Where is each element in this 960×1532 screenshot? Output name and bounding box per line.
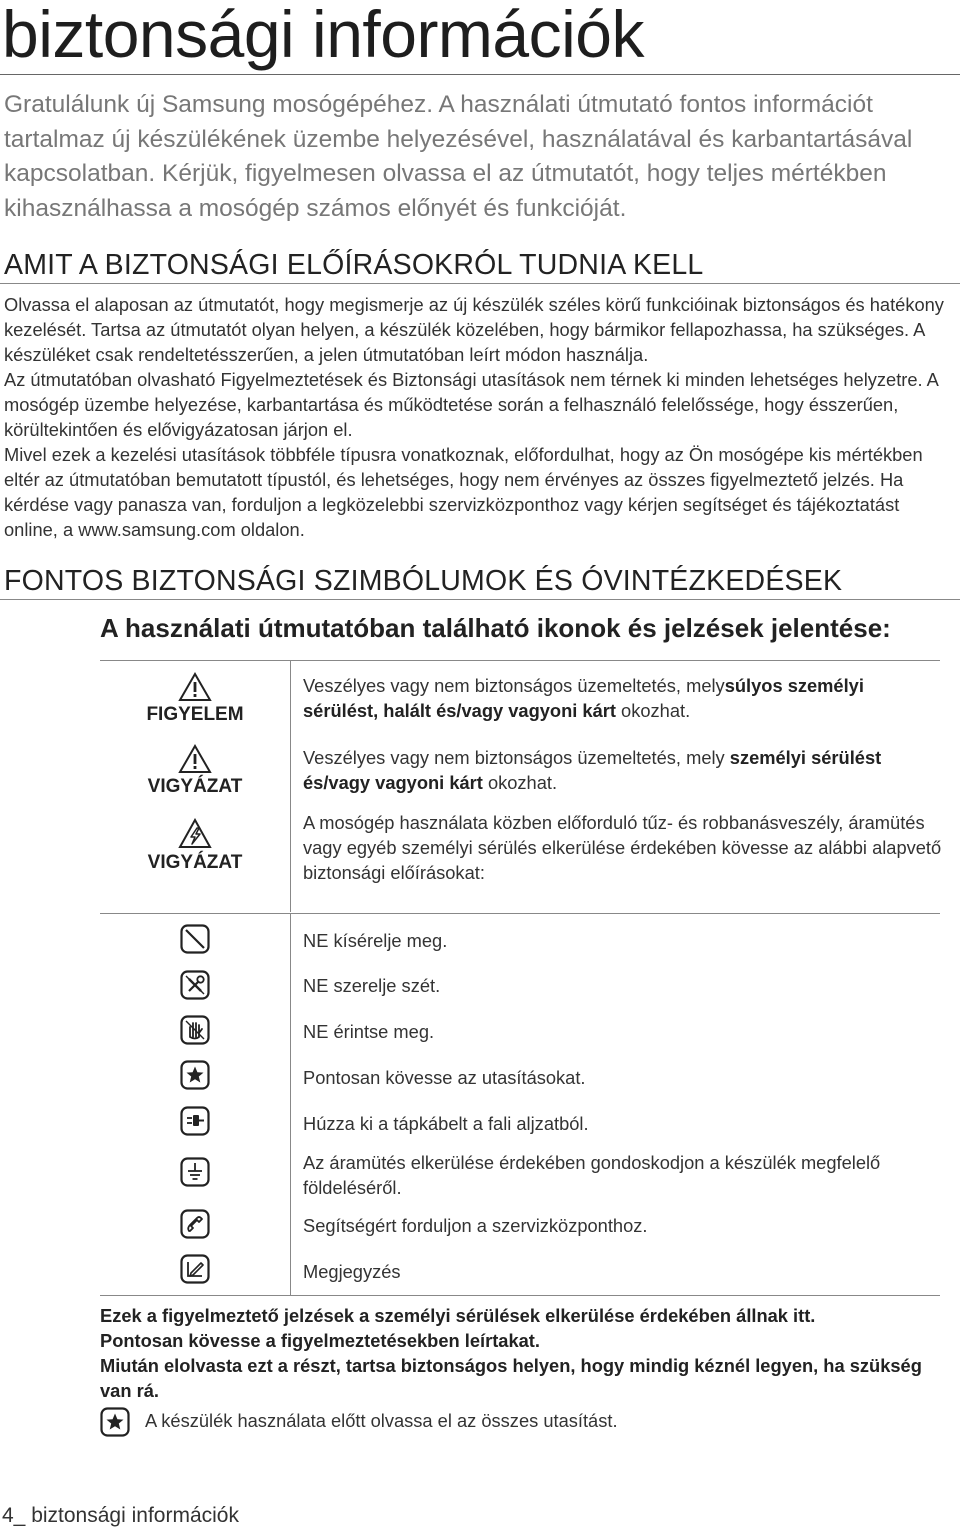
follow-instructions-icon [180, 1060, 210, 1090]
electric-hazard-triangle-icon [178, 818, 212, 850]
section-heading-safety-info: AMIT A BIZTONSÁGI ELŐÍRÁSOKRÓL TUDNIA KELL [4, 249, 704, 281]
section-divider [0, 599, 960, 600]
symbol-description: Megjegyzés [303, 1261, 401, 1282]
warning-triangle-icon [178, 672, 212, 702]
page-title: biztonsági információk [2, 0, 644, 71]
table-column-divider [290, 660, 291, 912]
symbol-description: Segítségért forduljon a szervizközponthoz. [303, 1215, 648, 1236]
footer-section-name: biztonsági információk [31, 1504, 239, 1527]
note-line: Pontosan kövesse a figyelmeztetésekben leírtakat. [100, 1330, 540, 1351]
warning-label: FIGYELEM [146, 704, 244, 725]
safety-info-body [4, 292, 954, 542]
read-all-instructions: A készülék használata előtt olvassa el az összes utasítást. [145, 1410, 618, 1431]
unplug-icon [180, 1106, 210, 1136]
symbol-description: Pontosan kövesse az utasításokat. [303, 1067, 586, 1088]
warning-text-bold: súlyos személyi sérülést, halált és/vagy vagyoni kárt [303, 675, 864, 721]
section-heading-symbols: FONTOS BIZTONSÁGI SZIMBÓLUMOK ÉS ÓVINTÉZKEDÉSEK [4, 565, 843, 597]
caution-icon-cell [100, 744, 290, 798]
electric-caution-label: VIGYÁZAT [147, 852, 243, 873]
note-line: Ezek a figyelmeztető jelzések a személyi sérülések elkerülése érdekében állnak itt. [100, 1305, 816, 1326]
service-call-icon [180, 1209, 210, 1239]
caution-text-bold: személyi sérülést és/vagy vagyoni kárt [303, 747, 882, 793]
safety-paragraph: Az útmutatóban olvasható Figyelmeztetések és Biztonsági utasítások nem térnek ki minden lehetséges helyzetre. A mosógép üzembe helyezése, karbantartása és működtetése során a felhasználó felelőssége, hogy ésszerűen, körültekintően és elővigyázatosan járjon el. [4, 369, 938, 440]
safety-paragraph: Olvassa el alaposan az útmutatót, hogy megismerje az új készülék széles körű funkcióinak biztonságos és hatékony kezelését. Tartsa az útmutatót olyan helyen, a készülék közelében, hogy bármikor fellapozhassa, ha szükséges. A készüléket csak rendeltetésszerűen, a jelen útmutatóban leírt módon használja. [4, 294, 944, 365]
intro-paragraph: Gratulálunk új Samsung mosógépéhez. A használati útmutató fontos információt tartalmaz új készülékének üzembe helyezésével, használatával és karbantartásával kapcsolatban. Kérjük, figyelmesen olvassa el az útmutatót, hogy teljes mértékben kihasználhassa a mosógép számos előnyét és funkcióját. [4, 91, 913, 222]
ground-icon [180, 1157, 210, 1187]
warning-icon-cell [100, 672, 290, 726]
caution-label: VIGYÁZAT [147, 776, 243, 797]
do-not-disassemble-icon [180, 970, 210, 1000]
follow-instructions-icon [100, 1407, 130, 1437]
do-not-touch-icon [180, 1015, 210, 1045]
safety-paragraph: Mivel ezek a kezelési utasítások többféle típusra vonatkoznak, előfordulhat, hogy az Ön mosógépe kis mértékben eltér az útmutatóban bemutatott típustól, és lehetséges, hogy nem érvényes az összes figyelmeztető jelzés. Ha kérdése vagy panasza van, forduljon a legközelebbi szervizközponthoz vagy kérjen segítséget és tájékoztatást online, a www.samsung.com oldalon. [4, 444, 923, 540]
symbols-subheading: A használati útmutatóban található ikonok és jelzések jelentése: [100, 613, 891, 643]
symbol-description: NE érintse meg. [303, 1021, 435, 1042]
do-not-attempt-icon [180, 924, 210, 954]
symbols-notes [100, 1303, 950, 1403]
warning-description [303, 673, 943, 723]
note-icon [180, 1254, 210, 1284]
note-line: Miután elolvasta ezt a részt, tartsa biztonságos helyen, hogy mindig kéznél legyen, ha szükség van rá. [100, 1355, 922, 1401]
symbol-description: Az áramütés elkerülése érdekében gondoskodjon a készülék megfelelő földeléséről. [303, 1152, 881, 1198]
caution-description [303, 745, 943, 795]
page-number: 4_ [2, 1504, 26, 1527]
electric-caution-description: A mosógép használata közben előforduló tűz- és robbanásveszély, áramütés vagy egyéb személyi sérülés elkerülése érdekében kövesse az alábbi alapvető biztonsági előírásokat: [303, 812, 942, 883]
symbol-description: NE szerelje szét. [303, 975, 441, 996]
warning-text-post: okozhat. [615, 700, 691, 721]
electric-caution-icon-cell [100, 818, 290, 874]
caution-text-pre: Veszélyes vagy nem biztonságos üzemeltetés, mely [303, 747, 730, 768]
warning-text-pre: Veszélyes vagy nem biztonságos üzemeltetés, mely [303, 675, 725, 696]
title-divider [0, 74, 960, 75]
page-footer [2, 1502, 239, 1530]
symbol-description: Húzza ki a tápkábelt a fali aljzatból. [303, 1113, 589, 1134]
caution-text-post: okozhat. [482, 772, 558, 793]
section-divider [0, 283, 960, 284]
table-column-divider [290, 913, 291, 1295]
symbol-description: NE kísérelje meg. [303, 930, 448, 951]
symbols-table [100, 913, 940, 1296]
warning-triangle-icon [178, 744, 212, 774]
